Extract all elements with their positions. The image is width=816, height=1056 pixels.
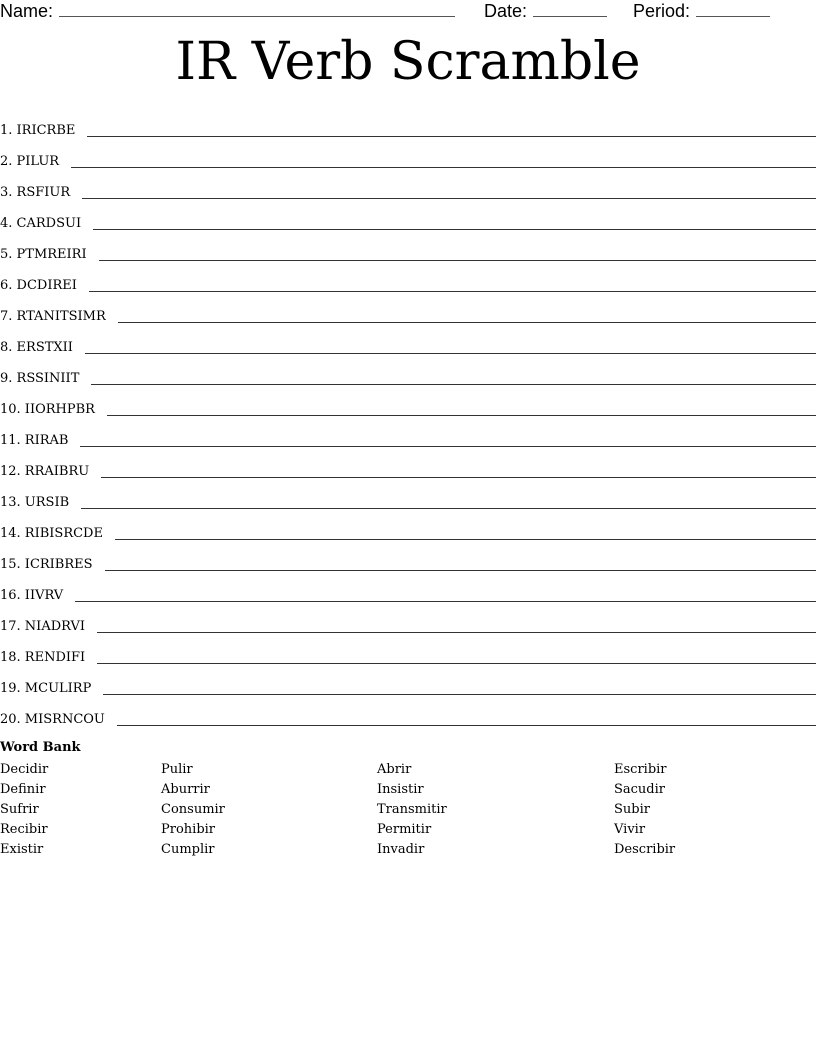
- word-bank-word: Recibir: [0, 822, 48, 837]
- word-bank-word: Sufrir: [0, 802, 39, 817]
- answer-line[interactable]: [97, 653, 816, 664]
- answer-line[interactable]: [117, 715, 816, 726]
- answer-line[interactable]: [85, 343, 816, 354]
- word-bank-word: Transmitir: [377, 802, 447, 817]
- word-bank-word: Prohibir: [161, 822, 216, 837]
- question-label: 15. ICRIBRES: [0, 557, 93, 572]
- question-label: 6. DCDIREI: [0, 278, 77, 293]
- period-field: [633, 0, 770, 21]
- question-row: [0, 513, 816, 544]
- name-field: [0, 0, 455, 21]
- question-row: [0, 203, 816, 234]
- question-label: 5. PTMREIRI: [0, 247, 87, 262]
- answer-line[interactable]: [118, 312, 816, 323]
- period-label: Period:: [633, 1, 691, 21]
- question-label: 18. RENDIFI: [0, 650, 86, 665]
- word-bank-word: Existir: [0, 842, 44, 857]
- word-bank-column: [614, 760, 675, 860]
- answer-line[interactable]: [97, 622, 816, 633]
- answer-line[interactable]: [101, 467, 816, 478]
- question-row: [0, 451, 816, 482]
- question-label: 7. RTANITSIMR: [0, 309, 106, 324]
- question-label: 9. RSSINIIT: [0, 371, 80, 386]
- question-row: [0, 420, 816, 451]
- question-label: 19. MCULIRP: [0, 681, 92, 696]
- question-label: 4. CARDSUI: [0, 216, 82, 231]
- answer-line[interactable]: [71, 157, 816, 168]
- answer-line[interactable]: [75, 591, 816, 602]
- question-label: 17. NIADRVI: [0, 619, 85, 634]
- question-row: [0, 234, 816, 265]
- question-row: [0, 358, 816, 389]
- page-title: IR Verb Scramble: [175, 32, 641, 92]
- question-row: [0, 544, 816, 575]
- question-label: 1. IRICRBE: [0, 123, 76, 138]
- word-bank-word: Describir: [614, 842, 676, 857]
- question-label: 10. IIORHPBR: [0, 402, 95, 417]
- word-bank-word: Sacudir: [614, 782, 666, 797]
- question-row: [0, 327, 816, 358]
- answer-line[interactable]: [115, 529, 816, 540]
- word-bank-word: Cumplir: [161, 842, 215, 857]
- worksheet-header: [0, 0, 816, 22]
- period-blank[interactable]: [696, 0, 770, 17]
- word-bank: [0, 740, 816, 860]
- question-row: [0, 606, 816, 637]
- word-bank-word: Aburrir: [161, 782, 210, 797]
- question-row: [0, 482, 816, 513]
- question-label: 13. URSIB: [0, 495, 70, 510]
- question-label: 20. MISRNCOU: [0, 712, 105, 727]
- question-row: [0, 699, 816, 730]
- word-bank-word: Vivir: [614, 822, 646, 837]
- word-bank-word: Permitir: [377, 822, 432, 837]
- name-blank[interactable]: [59, 0, 455, 17]
- date-blank[interactable]: [533, 0, 607, 17]
- question-row: [0, 296, 816, 327]
- answer-line[interactable]: [89, 281, 816, 292]
- word-bank-column: [161, 760, 225, 860]
- question-label: 11. RIRAB: [0, 433, 69, 448]
- answer-line[interactable]: [105, 560, 816, 571]
- word-bank-word: Definir: [0, 782, 46, 797]
- question-label: 12. RRAIBRU: [0, 464, 90, 479]
- word-bank-word: Decidir: [0, 762, 49, 777]
- word-bank-word: Insistir: [377, 782, 424, 797]
- question-list: [0, 110, 816, 730]
- answer-line[interactable]: [103, 684, 816, 695]
- word-bank-title: Word Bank: [0, 740, 81, 755]
- question-row: [0, 141, 816, 172]
- word-bank-word: Pulir: [161, 762, 193, 777]
- date-label: Date:: [484, 1, 528, 21]
- question-row: [0, 575, 816, 606]
- question-label: 8. ERSTXII: [0, 340, 73, 355]
- word-bank-word: Abrir: [377, 762, 412, 777]
- answer-line[interactable]: [93, 219, 816, 230]
- answer-line[interactable]: [82, 188, 816, 199]
- question-label: 3. RSFIUR: [0, 185, 71, 200]
- answer-line[interactable]: [107, 405, 816, 416]
- word-bank-word: Invadir: [377, 842, 425, 857]
- question-row: [0, 265, 816, 296]
- word-bank-word: Subir: [614, 802, 650, 817]
- answer-line[interactable]: [99, 250, 816, 261]
- question-label: 14. RIBISRCDE: [0, 526, 103, 541]
- word-bank-word: Consumir: [161, 802, 225, 817]
- word-bank-grid: [0, 760, 816, 860]
- answer-line[interactable]: [91, 374, 816, 385]
- answer-line[interactable]: [81, 498, 816, 509]
- question-row: [0, 172, 816, 203]
- question-label: 16. IIVRV: [0, 588, 64, 603]
- answer-line[interactable]: [80, 436, 816, 447]
- date-field: [484, 0, 607, 21]
- word-bank-column: [0, 760, 48, 860]
- question-row: [0, 389, 816, 420]
- question-row: [0, 637, 816, 668]
- name-label: Name:: [0, 1, 54, 21]
- answer-line[interactable]: [87, 126, 816, 137]
- word-bank-column: [377, 760, 447, 860]
- question-row: [0, 668, 816, 699]
- word-bank-word: Escribir: [614, 762, 667, 777]
- question-row: [0, 110, 816, 141]
- question-label: 2. PILUR: [0, 154, 60, 169]
